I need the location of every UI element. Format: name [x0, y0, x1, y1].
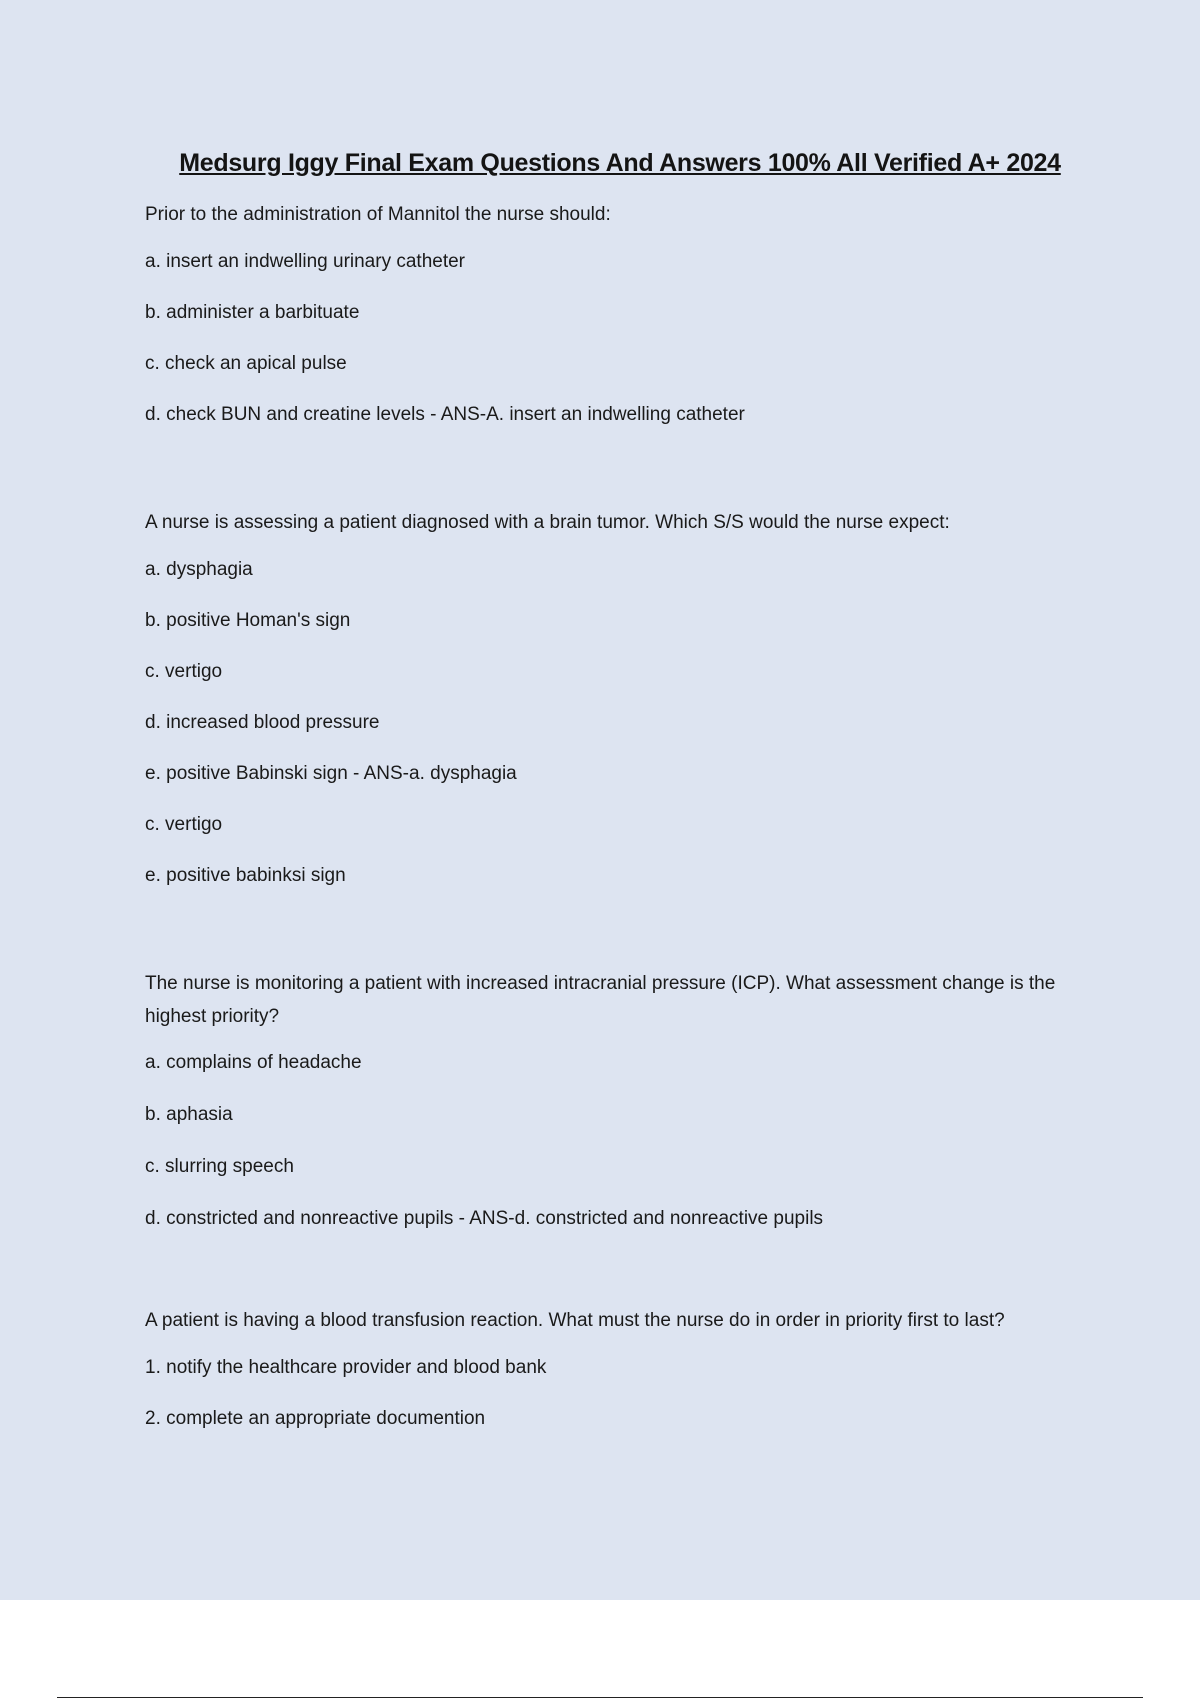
- question-prompt: A nurse is assessing a patient diagnosed with a brain tumor. Which S/S would the nurse expect:: [145, 512, 950, 533]
- answer-option: d. constricted and nonreactive pupils - ANS-d. constricted and nonreactive pupils: [145, 1208, 824, 1229]
- question-4: [145, 1304, 1095, 1432]
- answer-option: e. positive Babinski sign - ANS-a. dysphagia: [145, 763, 517, 784]
- question-prompt: The nurse is monitoring a patient with increased intracranial pressure (ICP). What assessment change is the highest priority?: [145, 973, 1056, 1027]
- answer-option: a. dysphagia: [145, 559, 253, 580]
- question-2: [145, 506, 1095, 889]
- answer-option: a. complains of headache: [145, 1052, 362, 1073]
- answer-option: d. increased blood pressure: [145, 712, 380, 733]
- document-body: [145, 146, 1095, 1457]
- answer-option: b. administer a barbituate: [145, 302, 360, 323]
- question-1: [145, 198, 1095, 428]
- question-prompt: A patient is having a blood transfusion reaction. What must the nurse do in order in priority first to last?: [145, 1310, 1005, 1331]
- footer-divider: [57, 1697, 1143, 1698]
- answer-option: c. vertigo: [145, 814, 223, 835]
- question-prompt: Prior to the administration of Mannitol the nurse should:: [145, 204, 611, 225]
- answer-option: a. insert an indwelling urinary catheter: [145, 251, 466, 272]
- question-3: [145, 967, 1095, 1232]
- answer-option: b. positive Homan's sign: [145, 610, 351, 631]
- answer-option: d. check BUN and creatine levels - ANS-A. insert an indwelling catheter: [145, 404, 745, 425]
- answer-option: 1. notify the healthcare provider and blood bank: [145, 1357, 547, 1378]
- answer-option: b. aphasia: [145, 1104, 233, 1125]
- answer-option: c. check an apical pulse: [145, 353, 347, 374]
- answer-option: 2. complete an appropriate documention: [145, 1408, 486, 1429]
- document-title: Medsurg Iggy Final Exam Questions And Answers 100% All Verified A+ 2024: [179, 149, 1061, 177]
- answer-option: e. positive babinksi sign: [145, 865, 346, 886]
- answer-option: c. vertigo: [145, 661, 223, 682]
- answer-option: c. slurring speech: [145, 1156, 294, 1177]
